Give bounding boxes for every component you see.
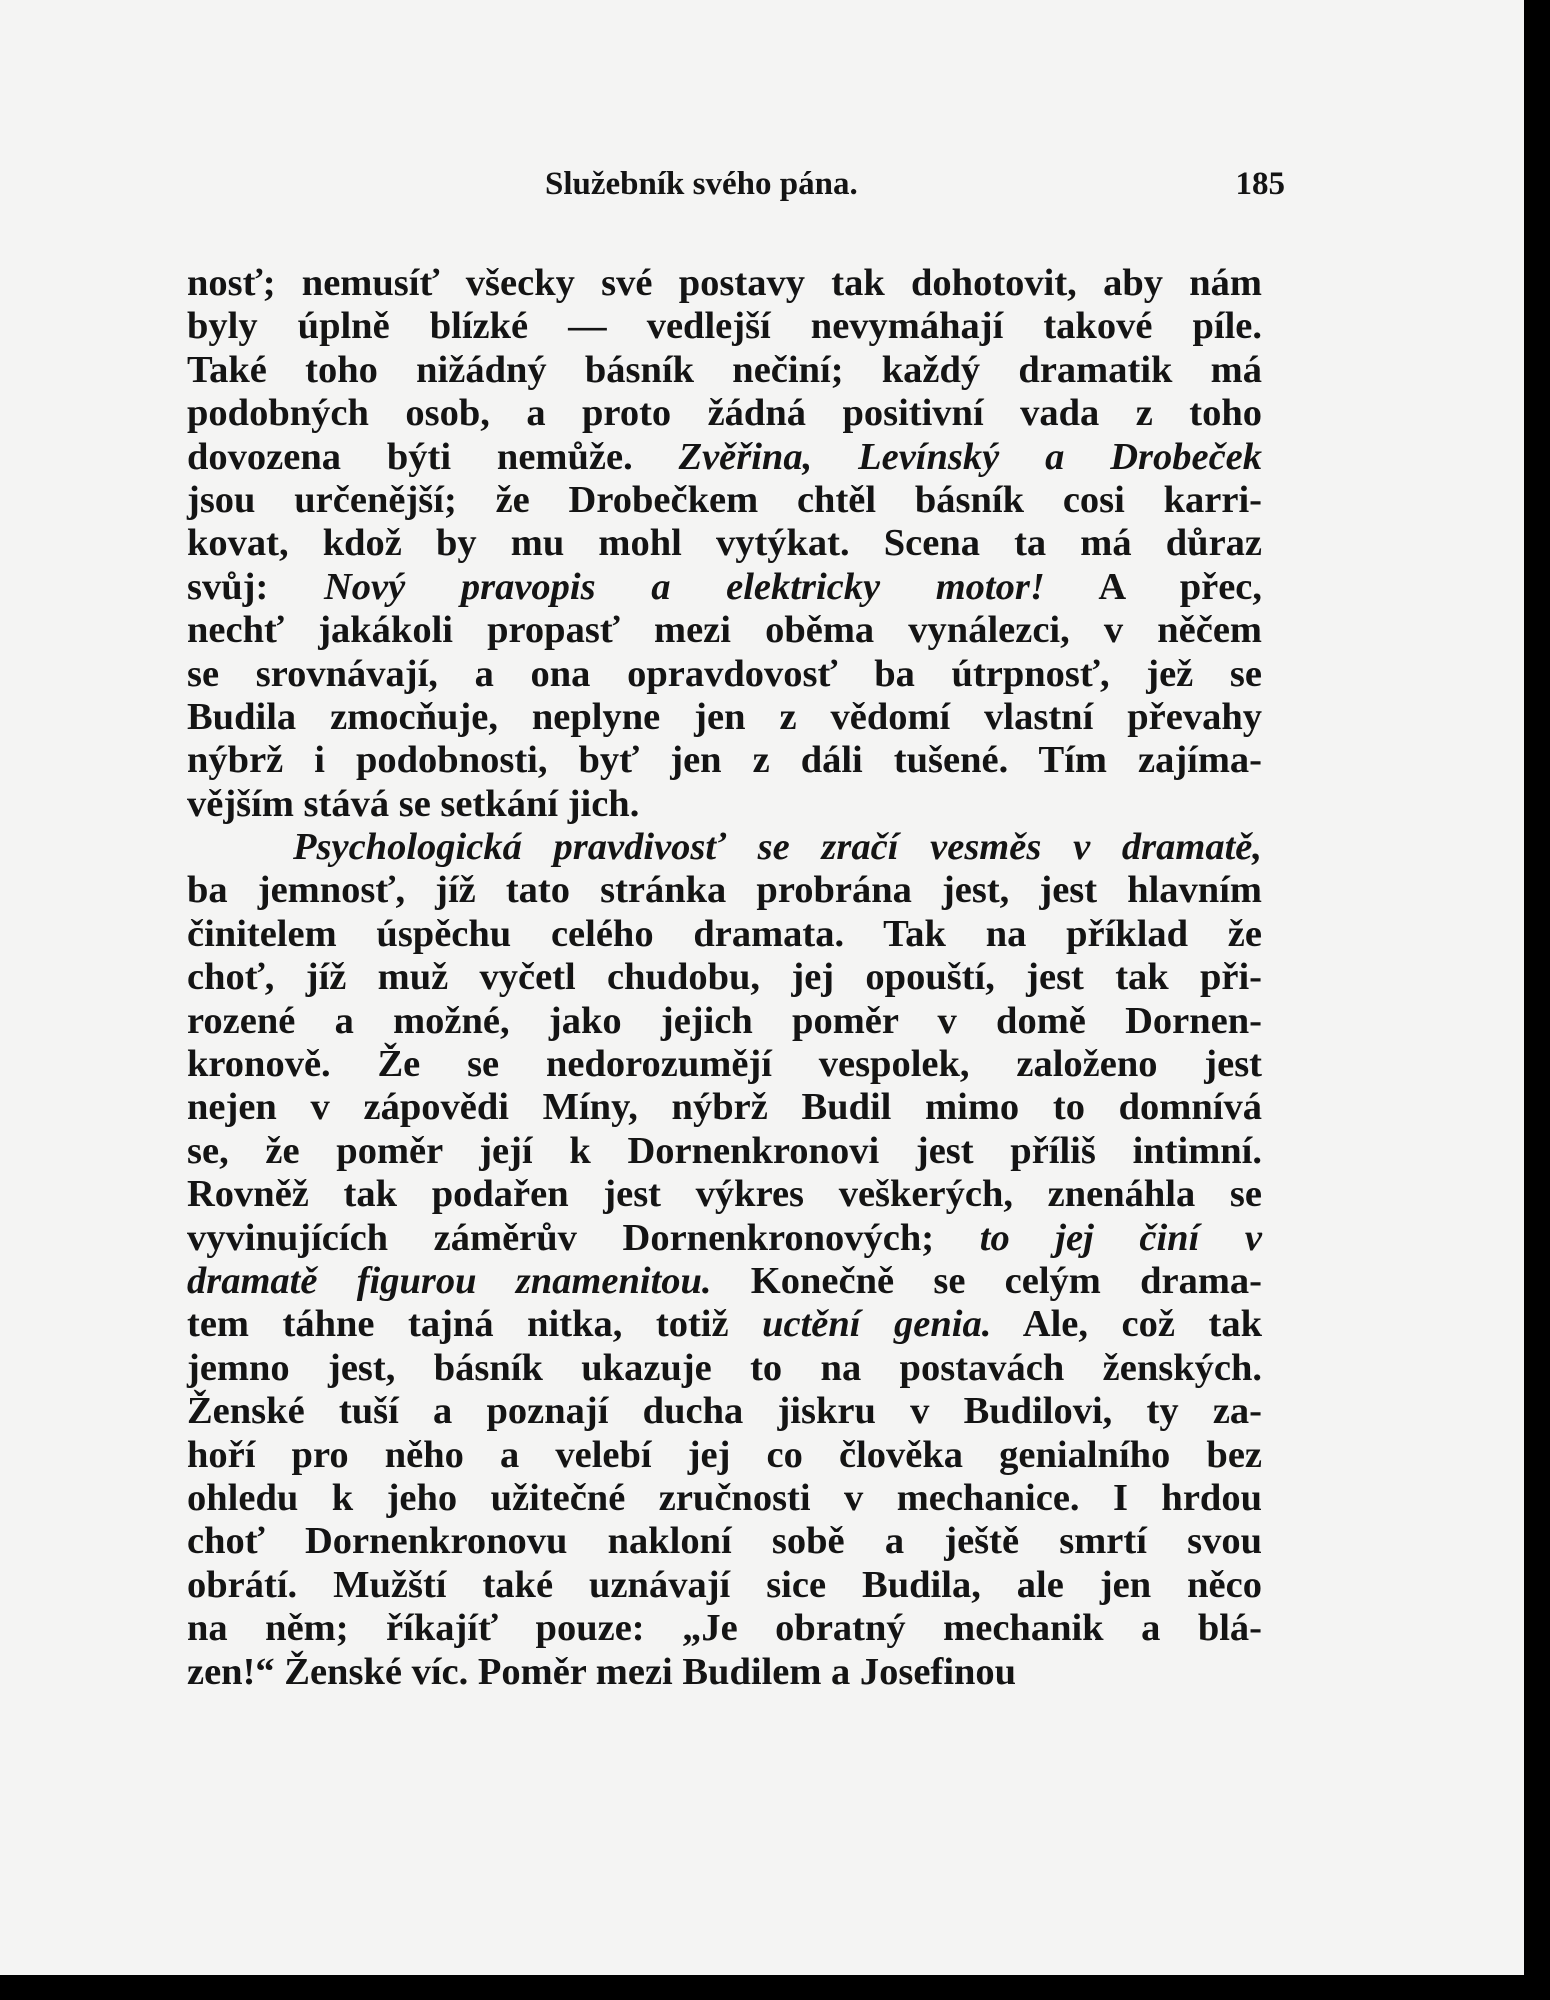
text-segment: choť Dornenkronovu nakloní sobě a ještě smrtí svou xyxy=(187,1520,1262,1563)
text-segment: nechť jakákoli propasť mezi oběma vynálezci, v něčem xyxy=(187,609,1262,652)
text-segment: byly úplně blízké — vedlejší nevymáhají takové píle. xyxy=(187,305,1262,348)
text-segment: Budila zmocňuje, neplyne jen z vědomí vlastní převahy xyxy=(187,695,1262,738)
text-segment: podobných osob, a proto žádná positivní vada z toho xyxy=(187,392,1262,435)
text-segment: ba jemnosť, jíž tato stránka probrána jest, jest hlavním xyxy=(187,869,1262,912)
text-segment: kovat, kdož by mu mohl vytýkat. Scena ta má důraz xyxy=(187,522,1262,565)
text-line xyxy=(187,1303,1262,1346)
text-segment: činitelem úspěchu celého dramata. Tak na příklad že xyxy=(187,912,1262,955)
text-segment: Rovněž tak podařen jest výkres veškerých, znenáhla se xyxy=(187,1173,1262,1216)
italic-segment: uctění genia. xyxy=(762,1303,992,1346)
text-segment: vyvinujících záměrův Dornenkronových; xyxy=(187,1216,980,1259)
text-line xyxy=(187,1086,1262,1129)
text-segment: nejen v zápovědi Míny, nýbrž Budil mimo to domnívá xyxy=(187,1086,1262,1129)
text-segment: svůj: xyxy=(187,565,324,608)
text-line xyxy=(187,1564,1262,1607)
text-line xyxy=(187,1434,1262,1477)
text-line xyxy=(187,436,1262,479)
text-line xyxy=(187,262,1262,305)
text-segment: Také toho nižádný básník nečiní; každý dramatik má xyxy=(187,348,1262,391)
text-segment: nosť; nemusíť všecky své postavy tak dohotovit, aby nám xyxy=(187,262,1262,304)
text-line xyxy=(187,956,1262,999)
text-line xyxy=(187,869,1262,912)
text-segment: Ale, což tak xyxy=(991,1303,1262,1346)
text-line xyxy=(187,1000,1262,1043)
text-line xyxy=(187,392,1262,435)
text-segment: Konečně se celým drama- xyxy=(711,1259,1262,1302)
text-line xyxy=(187,305,1262,348)
text-line xyxy=(187,1477,1262,1520)
italic-segment: dramatě figurou znamenitou. xyxy=(187,1259,712,1302)
text-line xyxy=(187,1607,1262,1650)
running-title: Služebník svého pána. xyxy=(545,166,858,202)
text-line xyxy=(187,1520,1262,1563)
text-line xyxy=(187,1217,1262,1260)
italic-segment: Psychologická pravdivosť se zračí vesměs v dramatě, xyxy=(293,826,1262,869)
text-segment: A přec, xyxy=(1044,565,1263,608)
text-segment: rozené a možné, jako jejich poměr v domě Dornen- xyxy=(187,999,1262,1042)
text-line xyxy=(187,1130,1262,1173)
italic-segment: Nový pravopis a elektricky motor! xyxy=(323,565,1045,608)
text-line xyxy=(187,653,1262,696)
text-segment: nýbrž i podobnosti, byť jen z dáli tušené. Tím zajíma- xyxy=(187,739,1262,782)
text-line xyxy=(187,826,1262,869)
text-segment: ohledu k jeho užitečné zručnosti v mechanice. I hrdou xyxy=(187,1476,1262,1519)
text-line xyxy=(187,739,1262,782)
text-segment: se, že poměr její k Dornenkronovi jest příliš intimní. xyxy=(187,1129,1262,1172)
text-segment: Ženské tuší a poznají ducha jiskru v Budilovi, ty za- xyxy=(187,1390,1262,1433)
text-line xyxy=(187,1347,1262,1390)
text-line xyxy=(187,522,1262,565)
page-number: 185 xyxy=(1235,166,1285,202)
text-line xyxy=(187,349,1262,392)
text-segment: jsou určenější; že Drobečkem chtěl básník cosi karri- xyxy=(187,478,1262,521)
text-segment: na něm; říkajíť pouze: „Je obratný mechanik a blá- xyxy=(187,1607,1262,1650)
text-segment: hoří pro něho a velebí jej co člověka genialního bez xyxy=(187,1433,1262,1476)
body-text xyxy=(187,262,1262,1694)
text-line xyxy=(187,609,1262,652)
text-line xyxy=(187,566,1262,609)
text-segment: zen!“ Ženské víc. Poměr mezi Budilem a Josefinou xyxy=(187,1650,1017,1693)
italic-segment: Zvěřina, Levínský a Drobeček xyxy=(678,435,1262,478)
italic-segment: to jej činí v xyxy=(979,1216,1262,1259)
text-line xyxy=(187,1390,1262,1433)
text-segment: se srovnávají, a ona opravdovosť ba útrpnosť, jež se xyxy=(187,652,1262,695)
text-segment: jemno jest, básník ukazuje to na postavách ženských. xyxy=(187,1346,1262,1389)
text-line xyxy=(187,1260,1262,1303)
text-segment: tem táhne tajná nitka, totiž xyxy=(187,1303,763,1346)
text-segment: obrátí. Mužští také uznávají sice Budila, ale jen něco xyxy=(187,1563,1262,1606)
text-segment: dovozena býti nemůže. xyxy=(187,435,679,478)
text-line xyxy=(187,479,1262,522)
text-segment: vějším stává se setkání jich. xyxy=(187,782,640,825)
running-header xyxy=(545,166,1285,210)
text-segment: kronově. Že se nedorozumějí vespolek, založeno jest xyxy=(187,1043,1262,1086)
text-line xyxy=(187,1173,1262,1216)
text-line xyxy=(187,696,1262,739)
text-line xyxy=(187,1651,1262,1694)
text-line xyxy=(187,913,1262,956)
text-line xyxy=(187,1043,1262,1086)
text-line xyxy=(187,783,1262,826)
text-segment: choť, jíž muž vyčetl chudobu, jej opouští, jest tak při- xyxy=(187,956,1262,999)
